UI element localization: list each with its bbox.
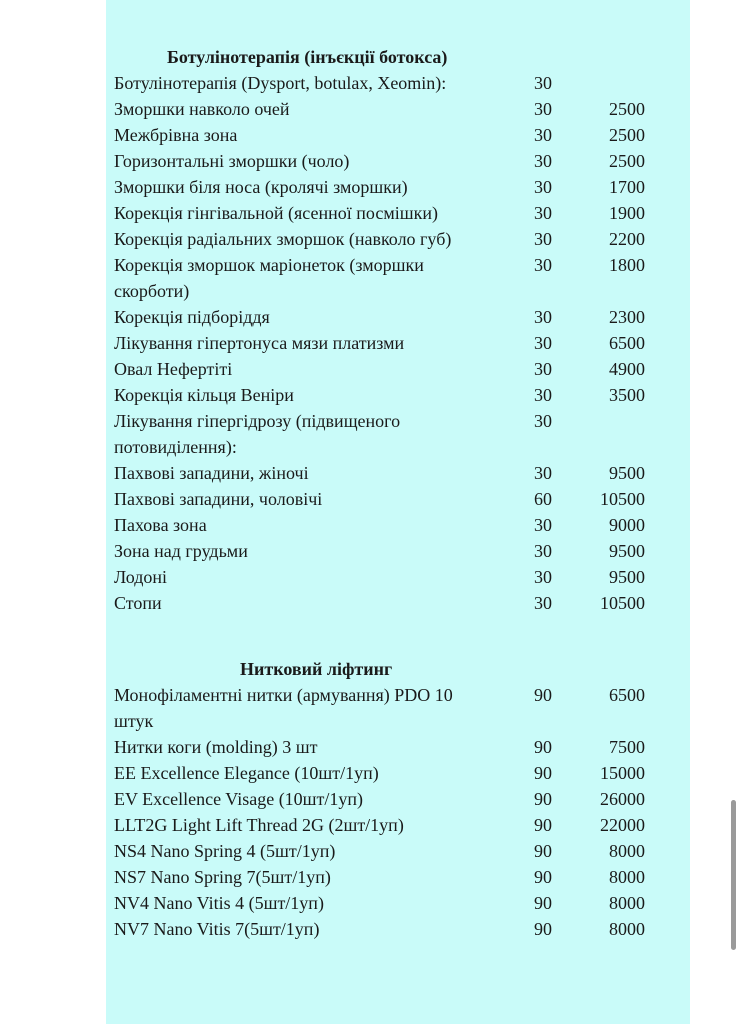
price-row xyxy=(114,734,684,760)
service-duration: 30 xyxy=(534,593,552,613)
service-duration: 30 xyxy=(534,567,552,587)
service-price: 2500 xyxy=(609,151,645,171)
service-duration: 30 xyxy=(534,411,552,431)
service-name: Корекція радіальних зморшок (навколо губ) xyxy=(114,229,452,249)
service-duration: 30 xyxy=(534,125,552,145)
service-price: 8000 xyxy=(609,841,645,861)
service-name: Лікування гіпертонуса мязи платизми xyxy=(114,333,405,353)
price-row xyxy=(114,460,684,486)
service-duration: 90 xyxy=(534,841,552,861)
service-price: 10500 xyxy=(600,489,645,509)
service-price: 8000 xyxy=(609,867,645,887)
price-row xyxy=(114,838,684,864)
service-duration: 30 xyxy=(534,541,552,561)
price-row xyxy=(114,564,684,590)
service-duration: 30 xyxy=(534,385,552,405)
price-row xyxy=(114,252,684,304)
price-row xyxy=(114,486,684,512)
service-name: NV7 Nano Vitis 7(5шт/1уп) xyxy=(114,919,320,939)
service-name: Горизонтальні зморшки (чоло) xyxy=(114,151,350,171)
service-duration: 30 xyxy=(534,333,552,353)
service-duration: 30 xyxy=(534,359,552,379)
service-price xyxy=(574,70,645,96)
service-duration: 90 xyxy=(534,763,552,783)
price-row xyxy=(114,174,684,200)
service-price: 9500 xyxy=(609,463,645,483)
service-price: 3500 xyxy=(609,385,645,405)
service-price: 2300 xyxy=(609,307,645,327)
price-row xyxy=(114,682,684,734)
service-name: Зона над грудьми xyxy=(114,541,248,561)
service-price: 26000 xyxy=(600,789,645,809)
price-row xyxy=(114,864,684,890)
service-price: 8000 xyxy=(609,919,645,939)
price-row xyxy=(114,538,684,564)
service-duration: 30 xyxy=(534,177,552,197)
service-price: 1700 xyxy=(609,177,645,197)
service-name: NS4 Nano Spring 4 (5шт/1уп) xyxy=(114,841,336,861)
price-row xyxy=(114,148,684,174)
service-price: 2500 xyxy=(609,99,645,119)
service-name: Зморшки навколо очей xyxy=(114,99,290,119)
service-duration: 30 xyxy=(534,515,552,535)
price-list xyxy=(114,44,684,942)
service-name: Корекція кільця Веніри xyxy=(114,385,294,405)
service-name: Овал Нефертіті xyxy=(114,359,233,379)
service-duration: 30 xyxy=(534,255,552,275)
service-duration: 30 xyxy=(534,99,552,119)
service-duration: 90 xyxy=(534,737,552,757)
service-price: 9000 xyxy=(609,515,645,535)
service-name: NS7 Nano Spring 7(5шт/1уп) xyxy=(114,867,331,887)
service-name: Пахвові западини, жіночі xyxy=(114,463,309,483)
service-name: LLT2G Light Lift Thread 2G (2шт/1уп) xyxy=(114,815,404,835)
service-price: 2500 xyxy=(609,125,645,145)
price-row xyxy=(114,356,684,382)
section-divider xyxy=(114,616,684,656)
service-duration: 30 xyxy=(534,463,552,483)
service-price: 9500 xyxy=(609,567,645,587)
price-row xyxy=(114,512,684,538)
service-price: 1800 xyxy=(609,255,645,275)
service-price: 7500 xyxy=(609,737,645,757)
price-row xyxy=(114,200,684,226)
price-row xyxy=(114,760,684,786)
service-name: Лікування гіпергідрозу (підвищеного потовиділення): xyxy=(114,411,401,457)
service-duration: 60 xyxy=(534,489,552,509)
price-row xyxy=(114,70,684,96)
service-name: Пахова зона xyxy=(114,515,207,535)
price-row xyxy=(114,96,684,122)
section-thread-lifting-rows xyxy=(114,682,684,942)
service-duration: 30 xyxy=(534,151,552,171)
service-duration: 30 xyxy=(534,229,552,249)
service-price: 6500 xyxy=(609,333,645,353)
service-duration: 90 xyxy=(534,815,552,835)
service-name: EV Excellence Visage (10шт/1уп) xyxy=(114,789,364,809)
service-name: Пахвові западини, чоловічі xyxy=(114,489,323,509)
service-duration: 90 xyxy=(534,789,552,809)
service-duration: 90 xyxy=(534,919,552,939)
service-price: 9500 xyxy=(609,541,645,561)
service-name: Межбрівна зона xyxy=(114,125,238,145)
service-duration: 90 xyxy=(534,893,552,913)
service-duration: 90 xyxy=(534,685,552,705)
service-name: Корекція гінгівальной (ясенної посмішки) xyxy=(114,203,438,223)
price-row xyxy=(114,590,684,616)
price-row xyxy=(114,226,684,252)
service-name: Лодоні xyxy=(114,567,168,587)
price-row xyxy=(114,408,684,460)
service-price: 4900 xyxy=(609,359,645,379)
service-price xyxy=(574,408,645,460)
service-duration: 30 xyxy=(534,73,552,93)
service-price: 2200 xyxy=(609,229,645,249)
service-duration: 30 xyxy=(534,307,552,327)
price-row xyxy=(114,330,684,356)
service-name: Корекція зморшок маріонеток (зморшки скорботи) xyxy=(114,255,424,301)
service-price: 22000 xyxy=(600,815,645,835)
price-row xyxy=(114,382,684,408)
service-duration: 90 xyxy=(534,867,552,887)
service-name: NV4 Nano Vitis 4 (5шт/1уп) xyxy=(114,893,324,913)
service-name: Нитки коги (molding) 3 шт xyxy=(114,737,318,757)
price-row xyxy=(114,122,684,148)
service-name: EE Excellence Elegance (10шт/1уп) xyxy=(114,763,379,783)
price-row xyxy=(114,304,684,330)
price-row xyxy=(114,890,684,916)
service-name: Стопи xyxy=(114,593,162,613)
service-duration: 30 xyxy=(534,203,552,223)
section-botulinum-rows xyxy=(114,70,684,616)
price-row xyxy=(114,812,684,838)
service-price: 15000 xyxy=(600,763,645,783)
section-title-thread-lifting: Нитковий ліфтинг xyxy=(240,659,393,679)
service-price: 6500 xyxy=(609,685,645,705)
service-name: Ботулінотерапія (Dysport, botulax, Xeomin): xyxy=(114,73,447,93)
price-row xyxy=(114,786,684,812)
service-price: 10500 xyxy=(600,593,645,613)
section-title-botulinum: Ботулінотерапія (інъєкції ботокса) xyxy=(167,47,448,67)
service-price: 1900 xyxy=(609,203,645,223)
price-row xyxy=(114,916,684,942)
service-price: 8000 xyxy=(609,893,645,913)
service-name: Монофіламентні нитки (армування) PDO 10 штук xyxy=(114,685,453,731)
service-name: Зморшки біля носа (кролячі зморшки) xyxy=(114,177,408,197)
service-name: Корекція підборіддя xyxy=(114,307,270,327)
scrollbar[interactable] xyxy=(731,800,736,950)
